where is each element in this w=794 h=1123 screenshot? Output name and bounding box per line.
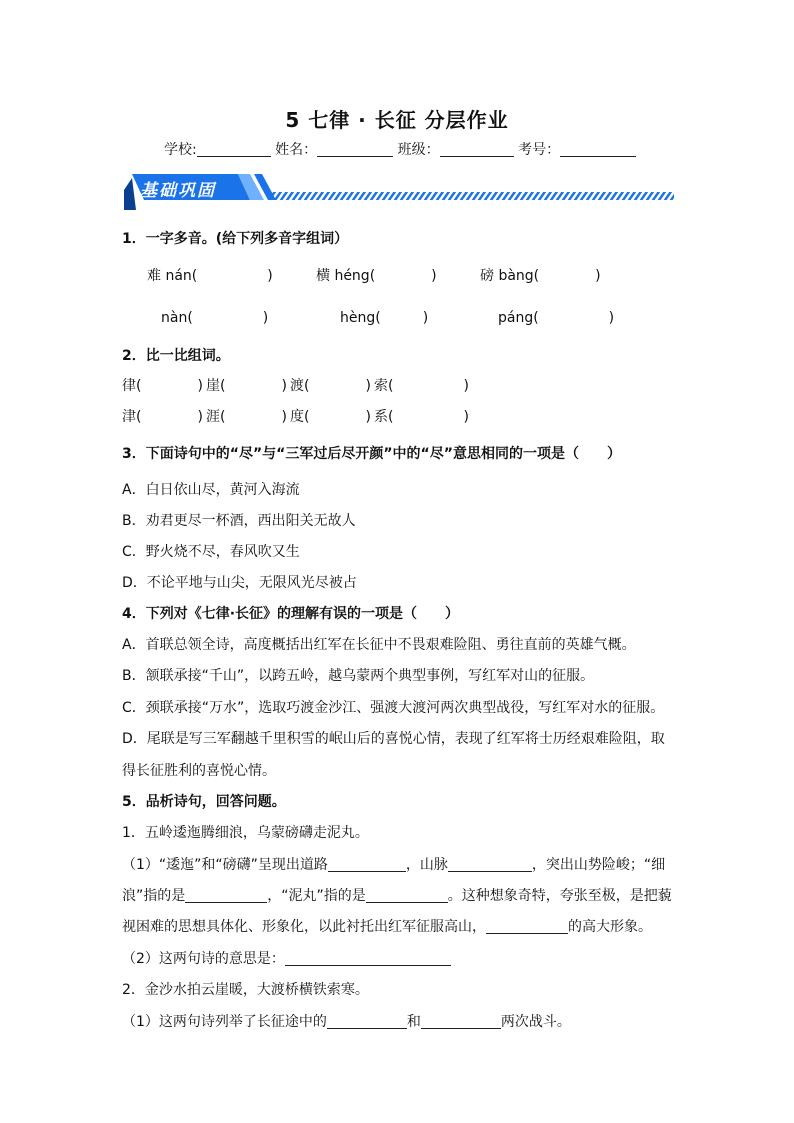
- q2-item: 系( ): [374, 409, 469, 425]
- q4-option-d[interactable]: D．尾联是写三军翻越千里积雪的岷山后的喜悦心情，表现了红军将士历经艰难险阻，取: [122, 731, 665, 747]
- q5-sub3-text: 和: [406, 1014, 421, 1030]
- q5-sub1-text: 浪”指的是: [122, 888, 186, 904]
- q5-sub1-text: ，“泥丸”指的是: [267, 888, 366, 904]
- school-blank[interactable]: [197, 142, 271, 157]
- q1-item: 横 héng( ): [316, 268, 437, 284]
- q3-option-a[interactable]: A．白日依山尽，黄河入海流: [122, 482, 300, 498]
- q5-sub1-text: ，山脉: [405, 857, 448, 873]
- q2-item: 崖( ): [206, 378, 287, 394]
- q5-sub2: [122, 948, 451, 968]
- number-blank[interactable]: [560, 142, 636, 157]
- q5-sub1-line1: [122, 854, 665, 874]
- q2-item: 渡( ): [290, 378, 371, 394]
- section-banner: [122, 168, 674, 212]
- q1-item: nàn( ): [161, 310, 269, 326]
- class-blank[interactable]: [440, 142, 514, 157]
- q3-option-d[interactable]: D．不论平地与山尖，无限风光尽被占: [122, 575, 357, 591]
- q5-sub1-text: 视困难的思想具体化、形象化，以此衬托出红军征服高山，: [122, 919, 486, 935]
- q4-option-c[interactable]: C．颈联承接“万水”，选取巧渡金沙江、强渡大渡河两次典型战役，写红军对水的征服。: [122, 700, 665, 716]
- fill-blank[interactable]: [185, 888, 267, 903]
- q1-item: 磅 bàng( ): [480, 268, 601, 284]
- q1-item: páng( ): [498, 310, 615, 326]
- question-5-title: 5．品析诗句，回答问题。: [122, 794, 286, 810]
- q5-sub2-text: （2）这两句诗的意思是：: [122, 951, 285, 967]
- q2-item: 津( ): [122, 409, 203, 425]
- q2-item: 律( ): [122, 378, 203, 394]
- q4-option-b[interactable]: B．颔联承接“千山”，以跨五岭，越乌蒙两个典型事例，写红军对山的征服。: [122, 668, 595, 684]
- fill-blank[interactable]: [448, 857, 532, 872]
- q4-option-a[interactable]: A．首联总领全诗，高度概括出红军在长征中不畏艰难险阻、勇往直前的英雄气概。: [122, 637, 636, 653]
- q5-sub1-text: （1）“逶迤”和“磅礴”呈现出道路: [122, 857, 328, 873]
- fill-blank[interactable]: [327, 1014, 407, 1029]
- poem-line-1: 1．五岭逶迤腾细浪，乌蒙磅礴走泥丸。: [122, 825, 369, 841]
- section-label: 基础巩固: [140, 181, 216, 201]
- q5-sub3-text: 两次战斗。: [500, 1014, 571, 1030]
- fill-blank[interactable]: [328, 857, 406, 872]
- number-label: 考号：: [518, 142, 561, 158]
- name-label: 姓名：: [275, 142, 318, 158]
- q5-sub1-line3: [122, 916, 652, 936]
- q5-sub3-text: （1）这两句诗列举了长征途中的: [122, 1014, 327, 1030]
- class-label: 班级：: [397, 142, 440, 158]
- info-line: [164, 139, 636, 159]
- q1-item: hèng( ): [340, 310, 429, 326]
- q1-item: 难 nán( ): [147, 268, 273, 284]
- fill-blank[interactable]: [285, 951, 451, 966]
- q2-item: 度( ): [290, 409, 371, 425]
- page-title: 5 七律 · 长征 分层作业: [285, 108, 509, 132]
- q5-sub1-text: 。这种想象奇特，夸张至极，是把藐: [447, 888, 672, 904]
- question-2-title: 2．比一比组词。: [122, 348, 230, 364]
- fill-blank[interactable]: [421, 1014, 501, 1029]
- q5-sub3: [122, 1011, 571, 1031]
- fill-blank[interactable]: [486, 919, 568, 934]
- q5-sub1-text: ，突出山势险峻；“细: [531, 857, 666, 873]
- q5-sub1-line2: [122, 885, 672, 905]
- name-blank[interactable]: [317, 142, 393, 157]
- poem-line-2: 2．金沙水拍云崖暖，大渡桥横铁索寒。: [122, 982, 369, 998]
- q3-option-c[interactable]: C．野火烧不尽，春风吹又生: [122, 544, 300, 560]
- question-3-title: 3．下面诗句中的“尽”与“三军过后尽开颜”中的“尽”意思相同的一项是（ ）: [122, 446, 621, 462]
- question-1-title: 1．一字多音。(给下列多音字组词）: [122, 231, 349, 247]
- q4-option-d-continued: 得长征胜利的喜悦心情。: [122, 763, 276, 779]
- q2-item: 索( ): [374, 378, 469, 394]
- q2-item: 涯( ): [206, 409, 287, 425]
- q5-sub1-text: 的高大形象。: [568, 919, 652, 935]
- fill-blank[interactable]: [366, 888, 448, 903]
- q3-option-b[interactable]: B．劝君更尽一杯酒，西出阳关无故人: [122, 513, 356, 529]
- school-label: 学校:: [164, 142, 197, 158]
- question-4-title: 4．下列对《七律·长征》的理解有误的一项是（ ）: [122, 606, 460, 622]
